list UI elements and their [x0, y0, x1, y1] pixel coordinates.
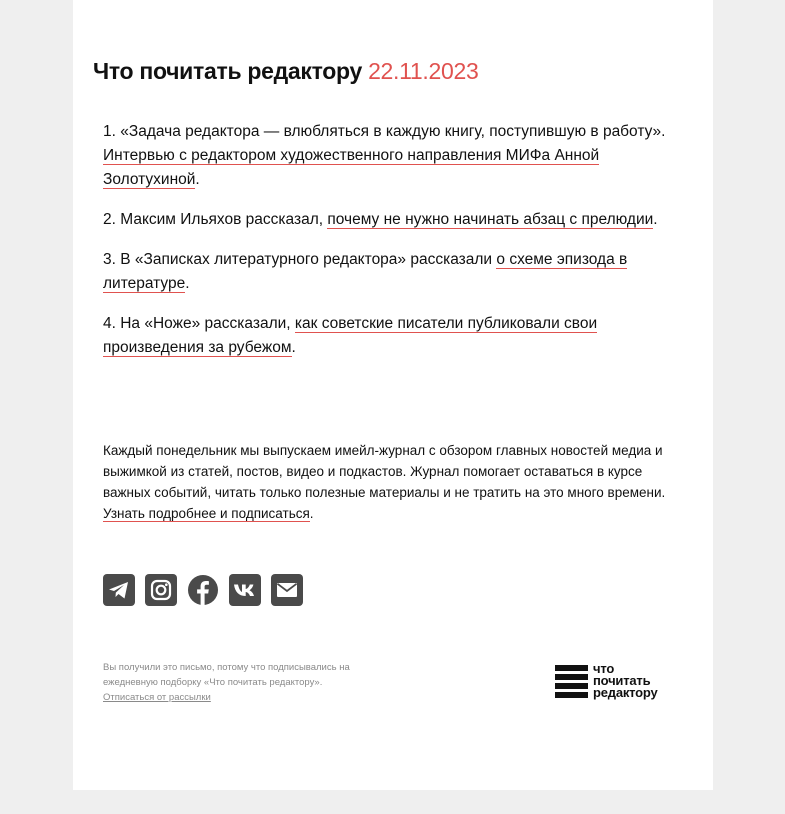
email-icon[interactable]: [271, 574, 303, 606]
vk-icon[interactable]: [229, 574, 261, 606]
logo-line-3: редактору: [593, 685, 658, 700]
email-card: [73, 0, 713, 790]
list-item: [103, 120, 673, 192]
footer-note: [103, 660, 383, 705]
about-paragraph: [103, 440, 688, 524]
facebook-icon[interactable]: [187, 574, 219, 606]
logo-line-2: почитать: [593, 673, 651, 688]
item-suffix: .: [195, 171, 200, 188]
article-link[interactable]: о схеме эпизода в литературе: [103, 251, 628, 292]
logo-bars-icon: [555, 665, 588, 701]
list-item: [103, 312, 673, 360]
subscribe-link[interactable]: Узнать подробнее и подписаться: [103, 506, 310, 521]
article-link[interactable]: как советские писатели публиковали свои произведения за рубежом: [103, 315, 598, 356]
item-text: 4. На «Ноже» рассказали,: [103, 315, 295, 332]
telegram-icon[interactable]: [103, 574, 135, 606]
logo-line-1: что: [593, 661, 615, 676]
item-suffix: .: [291, 339, 296, 356]
footer-text: Вы получили это письмо, потому что подписывались на ежедневную подборку «Что почитать редактору».: [103, 662, 350, 688]
page-title: [93, 58, 478, 85]
item-suffix: .: [653, 211, 658, 228]
instagram-icon[interactable]: [145, 574, 177, 606]
title-text: Что почитать редактору: [93, 58, 362, 84]
item-suffix: .: [185, 275, 190, 292]
article-link[interactable]: почему не нужно начинать абзац с прелюдии: [327, 211, 654, 228]
item-text: 3. В «Записках литературного редактора» рассказали: [103, 251, 497, 268]
article-link[interactable]: Интервью с редактором художественного направления МИФа Анной Золотухиной: [103, 147, 600, 188]
list-item: [103, 208, 673, 232]
article-list: [103, 120, 673, 376]
social-links: [103, 574, 303, 606]
unsubscribe-link[interactable]: Отписаться от рассылки: [103, 692, 211, 703]
item-text: 2. Максим Ильяхов рассказал,: [103, 211, 328, 228]
about-text: Каждый понедельник мы выпускаем имейл-журнал с обзором главных новостей медиа и выжимкой из статей, постов, видео и подкастов. Журнал помогает оставаться в курсе важных событий, читать только полезные материалы и не тратить на это много времени.: [103, 443, 666, 500]
item-text: 1. «Задача редактора — влюбляться в каждую книгу, поступившую в работу».: [103, 123, 666, 140]
brand-logo: [555, 662, 685, 702]
list-item: [103, 248, 673, 296]
about-suffix: .: [309, 506, 314, 521]
logo-text: [593, 663, 658, 699]
issue-date: 22.11.2023: [368, 58, 479, 84]
